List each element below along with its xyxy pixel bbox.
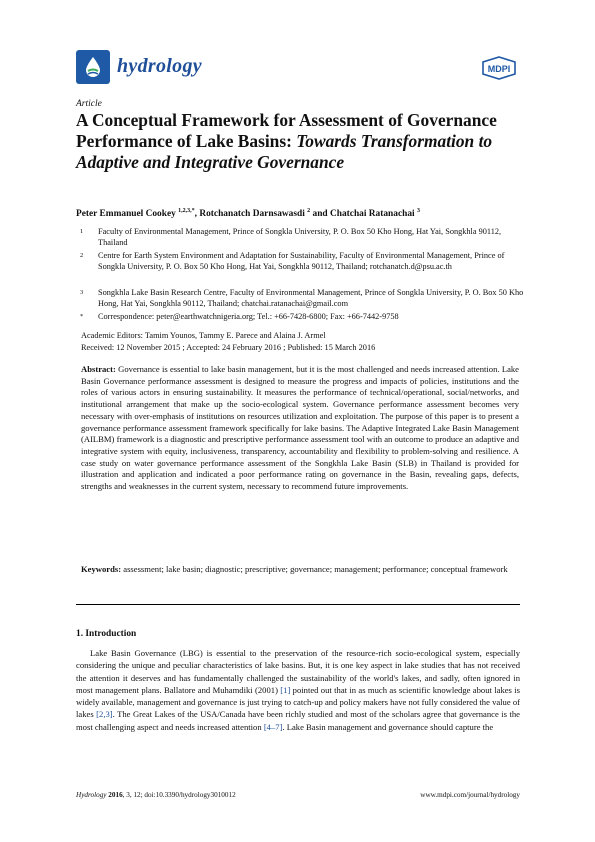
abstract-label: Abstract: xyxy=(81,364,116,374)
author-name: Peter Emmanuel Cookey xyxy=(76,209,176,220)
affiliation-number: 2 xyxy=(80,252,84,259)
article-type: Article xyxy=(76,99,102,109)
affiliation-text: Faculty of Environmental Management, Prince of Songkla University, P. O. Box 50 Kho Hong, Hat Yai, Songkhla 90112, Thailand xyxy=(98,227,502,248)
paragraph xyxy=(76,647,520,733)
keywords-label: Keywords: xyxy=(81,564,122,574)
body-text: Lake Basin Governance (LBG) is essential to the preservation of the resource-rich socio-ecological system, especially considering the unique and peculiar characteristics of lake basins. But, it is one key aspect in lake studies that has not received the attention it deserves and has fundamentally challenged the sustainability of the world's lakes, and sadly, often ignored in most management plans. Ballatore and Muhamdiki (2001) xyxy=(76,648,520,695)
author-affil-mark: 3 xyxy=(416,208,420,214)
citation-link[interactable]: [2,3] xyxy=(96,709,113,720)
body-text: . Lake Basin management and governance should capture the xyxy=(282,721,494,732)
water-drop-icon xyxy=(84,56,102,78)
affiliation-text: Centre for Earth System Environment and Adaptation for Sustainability, Faculty of Environmental Management, Prince of Songkla University, P. O. Box 50 Kho Hong, Hat Yai, Songkhla 90112, Thailand; rotchanatch.d@psu.ac.th xyxy=(98,251,505,272)
paper-title xyxy=(76,110,526,173)
publication-dates: Received: 12 November 2015 ; Accepted: 24 February 2016 ; Published: 15 March 2016 xyxy=(81,343,376,352)
title-italic: Towards Transformation to Adaptive and Integrative Governance xyxy=(76,131,493,172)
footer-url[interactable]: www.mdpi.com/journal/hydrology xyxy=(420,791,520,799)
affiliation-number: 3 xyxy=(80,289,84,296)
journal-name: hydrology xyxy=(117,55,202,77)
affiliation xyxy=(80,250,525,284)
keywords-text: assessment; lake basin; diagnostic; prescriptive; governance; management; performance; conceptual framework xyxy=(123,564,508,574)
affiliation-number: 1 xyxy=(80,228,84,235)
author-separator: and xyxy=(310,209,330,220)
introduction-body xyxy=(76,647,520,733)
affiliation xyxy=(80,287,525,309)
section-heading: 1. Introduction xyxy=(76,629,137,639)
affiliation xyxy=(80,226,525,248)
svg-text:MDPI: MDPI xyxy=(487,64,511,74)
section-divider xyxy=(76,604,520,605)
footer-citation-rest: , 3, 12; doi:10.3390/hydrology3010012 xyxy=(122,791,236,799)
author-affil-mark: 2 xyxy=(307,208,311,214)
affiliation-text: Correspondence: peter@earthwatchnigeria.org; Tel.: +66-7428-6800; Fax: +66-7442-9758 xyxy=(98,312,399,321)
abstract xyxy=(81,364,519,493)
author-list xyxy=(76,208,526,219)
title-main: A Conceptual Framework for Assessment of Governance Performance of Lake Basins: xyxy=(76,110,497,151)
author-affil-mark: 1,2,3,* xyxy=(178,208,195,214)
correspondence xyxy=(80,311,525,322)
keywords xyxy=(81,564,519,576)
affiliation-number: * xyxy=(80,313,84,320)
footer-journal: Hydrology xyxy=(76,791,107,799)
author-name: Rotchanatch Darnsawasdi xyxy=(199,209,305,220)
footer-citation xyxy=(76,791,236,799)
citation-link[interactable]: [1] xyxy=(280,684,291,695)
body-text: pointed out that in as much as scientific knowledge about lakes is widely available, management and governance is just trying to catch-up and policy makers have not fully considered the value of lakes xyxy=(76,684,520,720)
author-separator: , xyxy=(194,209,200,220)
body-text: . The Great Lakes of the USA/Canada have been richly studied and most of the scholars agree that governance is the most challenging aspect and needs increased attention xyxy=(76,709,520,732)
abstract-text: Governance is essential to lake basin management, but it is the most challenged and needs increased attention. Lake Basin Governance performance assessment is designed to measure the progress and impacts of policies, institutions and the roles of various actors in ensuring sustainability. It measures the performance of technical/operational, social/networks, and institutional arrangement that make up the socio-ecological system. Governance performance assessment becomes very necessary with over-emphasis of institutions on resources utilization and exploitation. The purpose of this paper is to present a governance performance assessment framework specifically for lake basins. The Adaptive Integrated Lake Basin Management (AILBM) framework is a diagnostic and prescriptive performance assessment tool with an outcome to produce an adaptive and integrative system with equity, inclusiveness, transparency, accountability and flexibility to problem-solving and resilience. A case study on water governance performance assessment of the Songkhla Lake Basin (SLB) in Thailand is provided for illustration and application and indicated a poor performance rating on governance in the Basin, revealing gaps, defects, strengths and weaknesses in the current system, necessary to recommend future improvements. xyxy=(81,364,519,492)
mdpi-logo-icon xyxy=(480,56,518,80)
citation-link[interactable]: [4–7] xyxy=(263,721,283,732)
academic-editors: Academic Editors: Tamim Younos, Tammy E. Parece and Alaina J. Armel xyxy=(81,331,326,340)
affiliation-text: Songkhla Lake Basin Research Centre, Faculty of Environmental Management, Prince of Songkla University, P. O. Box 50 Kho Hong, Hat Yai, Songkhla 90112, Thailand; chatchai.ratanachai@gmail.com xyxy=(98,288,524,309)
author-name: Chatchai Ratanachai xyxy=(329,209,415,220)
footer-year: 2016 xyxy=(108,791,123,799)
